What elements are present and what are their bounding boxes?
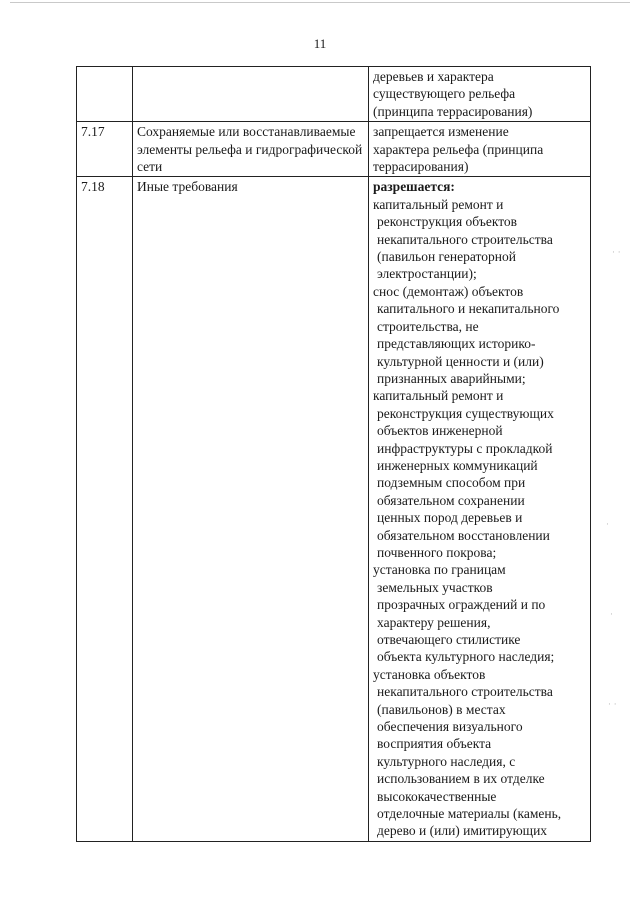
requirement-line: дерево и (или) имитирующих bbox=[377, 823, 548, 839]
requirement-line: запрещается изменение bbox=[373, 124, 509, 140]
requirement-line: отвечающего стилистике bbox=[377, 632, 521, 647]
table-row bbox=[77, 177, 591, 841]
requirement-line: признанных аварийными; bbox=[377, 370, 526, 386]
scan-speck: · · bbox=[608, 700, 617, 710]
requirement-line: прозрачных ограждений и по bbox=[377, 597, 546, 613]
requirement-line: почвенного покрова; bbox=[377, 544, 497, 560]
requirement-line: деревьев и характера bbox=[373, 69, 494, 84]
item-name-cell bbox=[133, 67, 369, 122]
requirement-line: объекта культурного наследия; bbox=[377, 649, 555, 665]
requirement-line: реконструкция объектов bbox=[377, 214, 518, 230]
requirement-line: обязательном сохранении bbox=[377, 492, 525, 508]
requirement-line: инженерных коммуникаций bbox=[377, 457, 538, 473]
requirement-line: существующего рельефа bbox=[373, 86, 516, 102]
requirement-line: террасирования) bbox=[373, 159, 469, 175]
requirement-line: объектов инженерной bbox=[377, 423, 503, 439]
requirement-line: некапитального строительства bbox=[377, 684, 553, 700]
item-number-cell: 7.18 bbox=[77, 177, 133, 841]
requirement-line: высококачественные bbox=[377, 788, 497, 804]
requirement-line: культурной ценности и (или) bbox=[377, 353, 544, 369]
table-row bbox=[77, 67, 591, 122]
requirement-line: ценных пород деревьев и bbox=[377, 510, 523, 526]
scan-speck: · bbox=[610, 610, 613, 620]
requirement-line: снос (демонтаж) объектов bbox=[373, 283, 524, 299]
requirement-line: некапитального строительства bbox=[377, 231, 553, 247]
requirement-line: электростанции); bbox=[377, 266, 477, 282]
requirement-line: строительства, не bbox=[377, 318, 479, 334]
requirement-line: установка объектов bbox=[373, 666, 486, 682]
scan-speck: · · bbox=[612, 248, 621, 258]
requirement-cell bbox=[369, 67, 591, 122]
requirement-line: культурного наследия, с bbox=[377, 753, 516, 769]
item-name-cell: Иные требования bbox=[133, 177, 369, 841]
requirement-line: подземным способом при bbox=[377, 475, 526, 491]
requirement-line: капитального и некапитального bbox=[377, 301, 560, 317]
requirement-line: инфраструктуры с прокладкой bbox=[377, 440, 553, 456]
requirement-line: реконструкция существующих bbox=[377, 405, 554, 421]
requirement-line: отделочные материалы (камень, bbox=[377, 806, 562, 822]
item-number-cell: 7.17 bbox=[77, 122, 133, 177]
scan-speck: · bbox=[606, 520, 609, 530]
requirement-line: (павильон генераторной bbox=[377, 249, 516, 265]
requirement-line: капитальный ремонт и bbox=[373, 196, 504, 212]
requirement-line: характеру решения, bbox=[377, 614, 491, 630]
requirement-line: использованием в их отделке bbox=[377, 771, 545, 787]
requirement-line: (принципа террасирования) bbox=[373, 103, 533, 119]
requirement-line: (павильонов) в местах bbox=[377, 701, 506, 717]
item-number-cell bbox=[77, 67, 133, 122]
requirement-line: капитальный ремонт и bbox=[373, 388, 504, 404]
requirement-line: земельных участков bbox=[377, 579, 493, 595]
requirements-table bbox=[76, 66, 591, 842]
requirement-line: представляющих историко- bbox=[377, 336, 536, 352]
requirement-heading: разрешается: bbox=[373, 179, 455, 195]
scan-edge-line bbox=[10, 2, 630, 3]
requirement-line: обеспечения визуального bbox=[377, 719, 523, 735]
table-row bbox=[77, 122, 591, 177]
requirement-line: обязательном восстановлении bbox=[377, 527, 550, 543]
item-name-cell: Сохраняемые или восстанавливаемые элементы рельефа и гидрографической сети bbox=[133, 122, 369, 177]
requirement-line: характера рельефа (принципа bbox=[373, 141, 544, 157]
requirement-line: восприятия объекта bbox=[377, 736, 492, 752]
requirement-line: установка по границам bbox=[373, 562, 506, 578]
page-number: 11 bbox=[313, 36, 327, 51]
requirement-cell bbox=[369, 177, 591, 841]
requirement-cell bbox=[369, 122, 591, 177]
